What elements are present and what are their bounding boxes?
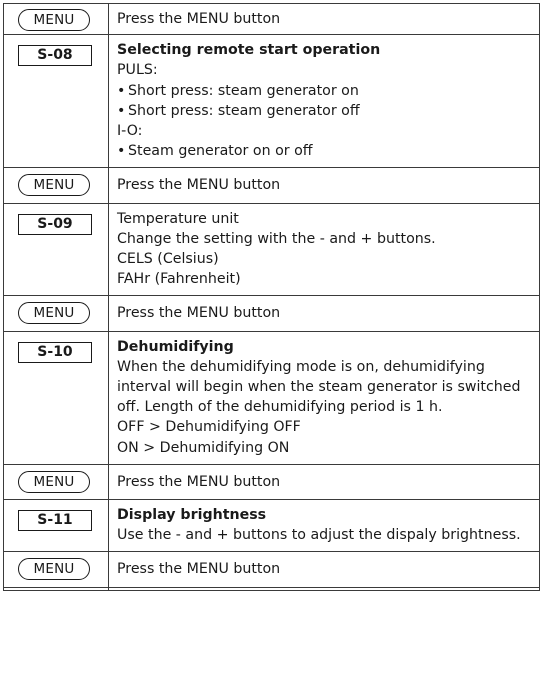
step-row-menu-3 xyxy=(4,296,540,331)
instruction-cell xyxy=(109,168,540,203)
menu-key-icon: MENU xyxy=(18,9,90,31)
step-row-menu-1 xyxy=(4,4,540,35)
instruction-cell xyxy=(109,4,540,35)
instruction-text: Press the MENU button xyxy=(117,177,281,194)
bullet-item: • Short press: steam generator off xyxy=(117,101,531,121)
menu-key-icon: MENU xyxy=(18,174,90,196)
setting-code-s09: S-09 xyxy=(18,214,92,235)
menu-key-icon: MENU xyxy=(18,471,90,493)
step-row-s09 xyxy=(4,203,540,296)
option-group-label: I-O: xyxy=(117,123,143,140)
setting-description-s09 xyxy=(109,203,540,296)
step-row-menu-2 xyxy=(4,168,540,203)
setting-description-s08 xyxy=(109,35,540,168)
menu-key-icon: MENU xyxy=(18,558,90,580)
key-cell xyxy=(4,168,109,203)
setting-title: Display brightness xyxy=(117,507,267,524)
text-cell-stub xyxy=(109,587,540,590)
instruction-text: Press the MENU button xyxy=(117,305,281,322)
instruction-cell xyxy=(109,552,540,587)
key-cell xyxy=(4,296,109,331)
instruction-text: Press the MENU button xyxy=(117,11,281,27)
option-line: ON > Dehumidifying ON xyxy=(117,439,290,456)
key-cell xyxy=(4,4,109,35)
setting-code-s10: S-10 xyxy=(18,342,92,363)
option-line: OFF > Dehumidifying OFF xyxy=(117,419,301,436)
setting-description-s10 xyxy=(109,331,540,464)
description-line: Change the setting with the - and + buttons. xyxy=(117,230,436,247)
code-cell xyxy=(4,203,109,296)
key-cell xyxy=(4,552,109,587)
key-cell xyxy=(4,464,109,499)
setting-code-s08: S-08 xyxy=(18,45,92,66)
instruction-text: Press the MENU button xyxy=(117,561,281,578)
step-row-menu-4 xyxy=(4,464,540,499)
option-line: FAHr (Fahrenheit) xyxy=(117,271,241,288)
setting-title: Temperature unit xyxy=(117,210,239,227)
description-paragraph: Use the - and + buttons to adjust the dispaly brightness. xyxy=(117,527,521,544)
instruction-cell xyxy=(109,464,540,499)
instruction-cell xyxy=(109,296,540,331)
menu-key-icon: MENU xyxy=(18,302,90,324)
option-line: CELS (Celsius) xyxy=(117,251,219,268)
code-cell xyxy=(4,35,109,168)
bullet-item: • Steam generator on or off xyxy=(117,141,531,161)
option-group-label: PULS: xyxy=(117,62,158,79)
step-row-s10 xyxy=(4,331,540,464)
step-row-s08 xyxy=(4,35,540,168)
settings-steps-table xyxy=(3,3,540,591)
setting-code-s11: S-11 xyxy=(18,510,92,531)
code-cell xyxy=(4,500,109,552)
instruction-text: Press the MENU button xyxy=(117,473,281,490)
code-cell xyxy=(4,331,109,464)
step-row-s11 xyxy=(4,500,540,552)
setting-title: Dehumidifying xyxy=(117,338,234,355)
bullet-item: • Short press: steam generator on xyxy=(117,81,531,101)
table-continuation xyxy=(4,587,540,590)
setting-title: Selecting remote start operation xyxy=(117,42,381,59)
key-cell-stub xyxy=(4,587,109,590)
description-paragraph: When the dehumidifying mode is on, dehumidifying interval will begin when the steam generator is switched off. Length of the dehumidifying period is 1 h. xyxy=(117,358,521,416)
step-row-menu-5 xyxy=(4,552,540,587)
setting-description-s11 xyxy=(109,500,540,552)
